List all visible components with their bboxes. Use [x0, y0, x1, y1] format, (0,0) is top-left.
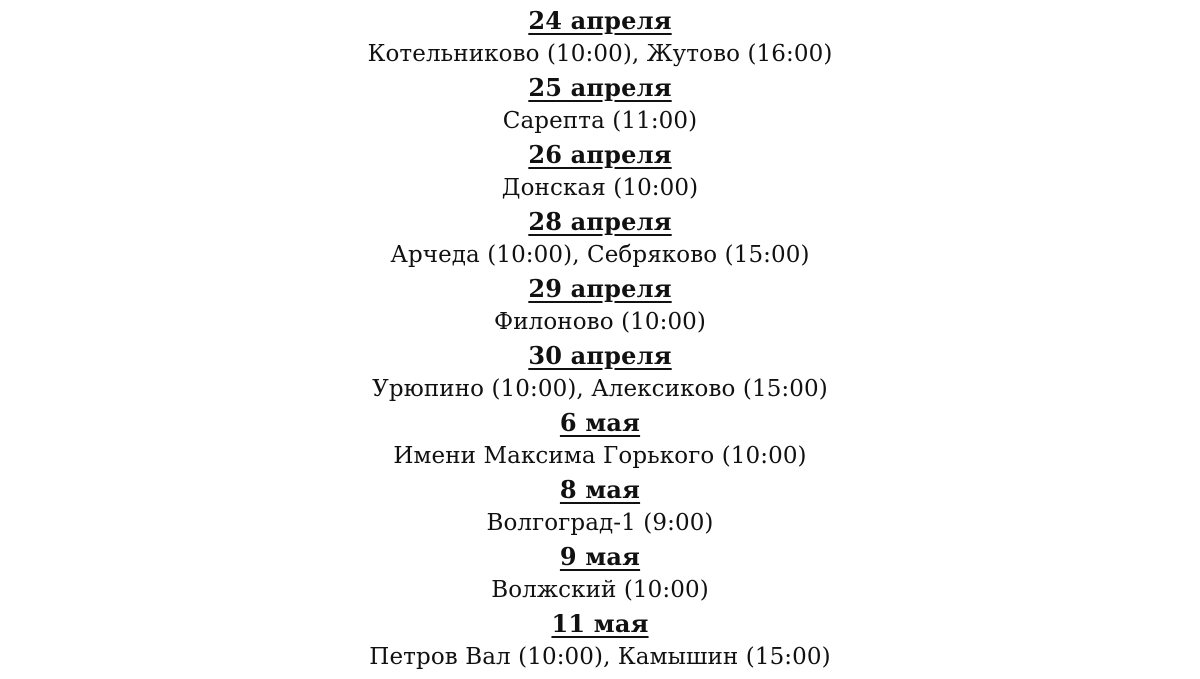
schedule-places: Волгоград-1 (9:00) — [486, 509, 714, 536]
schedule-date: 29 апреля — [528, 274, 672, 303]
schedule-entry — [0, 272, 1200, 339]
schedule-entry — [0, 71, 1200, 138]
schedule-entry — [0, 406, 1200, 473]
schedule-date: 11 мая — [551, 609, 649, 638]
schedule-places: Петров Вал (10:00), Камышин (15:00) — [369, 643, 831, 670]
schedule-entry — [0, 540, 1200, 607]
schedule-entry — [0, 339, 1200, 406]
schedule-places: Сарепта (11:00) — [502, 107, 698, 134]
schedule-date: 30 апреля — [528, 341, 672, 370]
schedule-places: Донская (10:00) — [501, 174, 699, 201]
schedule-entry — [0, 4, 1200, 71]
schedule-entry — [0, 205, 1200, 272]
schedule-date: 26 апреля — [528, 140, 672, 169]
schedule-date: 6 мая — [559, 408, 641, 437]
schedule-date: 28 апреля — [528, 207, 672, 236]
schedule-date: 24 апреля — [528, 6, 672, 35]
schedule-places: Имени Максима Горького (10:00) — [393, 442, 807, 469]
schedule-date: 9 мая — [559, 542, 641, 571]
schedule-places: Волжский (10:00) — [491, 576, 709, 603]
schedule-entry — [0, 473, 1200, 540]
schedule-places: Урюпино (10:00), Алексиково (15:00) — [372, 375, 828, 402]
schedule-entry — [0, 607, 1200, 674]
schedule-entry — [0, 138, 1200, 205]
schedule-date: 25 апреля — [528, 73, 672, 102]
schedule-date: 8 мая — [559, 475, 641, 504]
schedule-list — [0, 4, 1200, 674]
schedule-places: Арчеда (10:00), Себряково (15:00) — [390, 241, 810, 268]
schedule-places: Филоново (10:00) — [494, 308, 706, 335]
schedule-places: Котельниково (10:00), Жутово (16:00) — [367, 40, 833, 67]
